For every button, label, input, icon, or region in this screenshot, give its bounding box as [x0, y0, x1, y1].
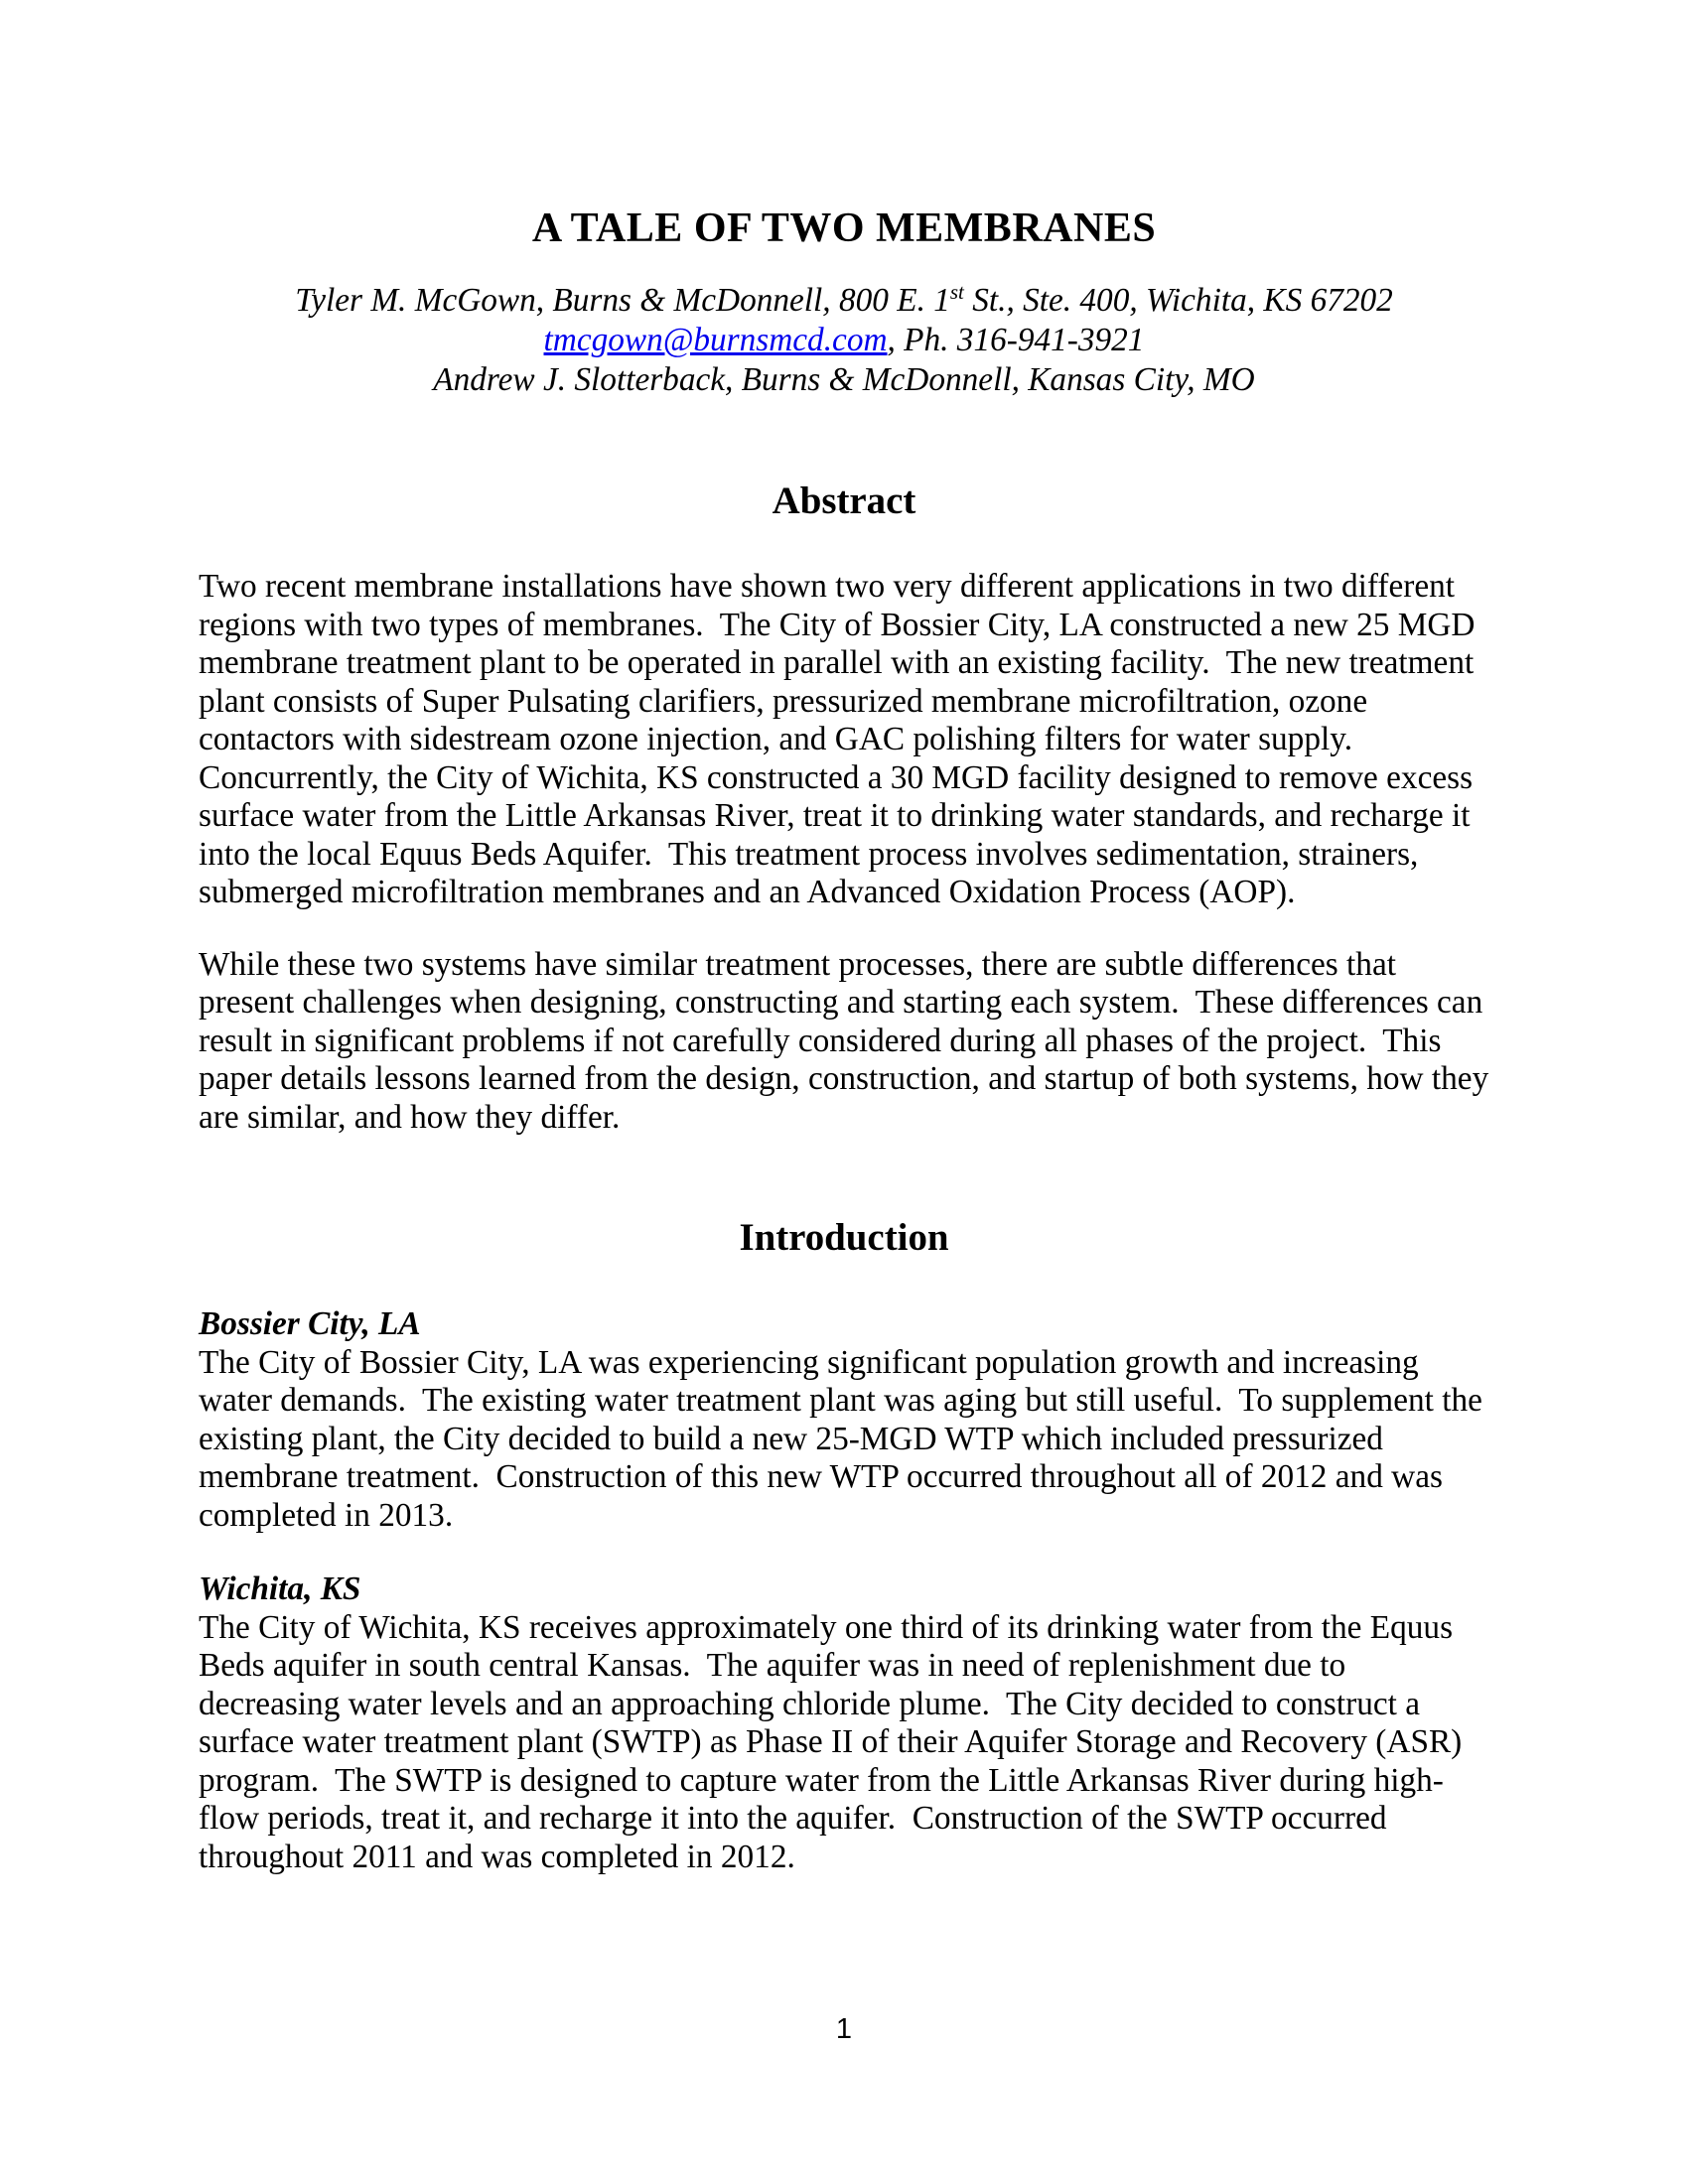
- ordinal-superscript: st: [949, 279, 964, 304]
- author-line-1-post: St., Ste. 400, Wichita, KS 67202: [963, 282, 1393, 319]
- author-line-1-pre: Tyler M. McGown, Burns & McDonnell, 800 E. 1: [295, 282, 950, 319]
- subsection-paragraph-wichita: The City of Wichita, KS receives approximately one third of its drinking water from the Equus Beds aquifer in south central Kansas. The aquifer was in need of replenishment due to decreasing water levels and an approaching chloride plume. The City decided to construct a surface water treatment plant (SWTP) as Phase II of their Aquifer Storage and Recovery (ASR) program. The SWTP is designed to capture water from the Little Arkansas River during high-flow periods, treat it, and recharge it into the aquifer. Construction of the SWTP occurred throughout 2011 and was completed in 2012.: [199, 1608, 1471, 1875]
- page-content: [199, 0, 1497, 1876]
- subsection-heading-bossier-city: Bossier City, LA: [199, 1305, 421, 1342]
- subsection-bossier-city: [199, 1305, 1489, 1535]
- section-heading-introduction: Introduction: [739, 1216, 949, 1259]
- subsection-paragraph-bossier-city: The City of Bossier City, LA was experiencing significant population growth and increasing water demands. The existing water treatment plant was aging but still useful. To supplement the existing plant, the City decided to build a new 25-MGD WTP which included pressurized membrane treatment. Construction of this new WTP occurred throughout all of 2012 and was completed in 2013.: [199, 1343, 1491, 1534]
- author-line-2: [199, 321, 1489, 360]
- author-line-3: Andrew J. Slotterback, Burns & McDonnell, Kansas City, MO: [433, 361, 1255, 398]
- author-line-1: [199, 281, 1489, 321]
- author-block: [199, 281, 1489, 400]
- paper-title: A TALE OF TWO MEMBRANES: [531, 205, 1157, 251]
- email-link[interactable]: tmcgown@burnsmcd.com: [543, 322, 888, 358]
- section-heading-abstract: Abstract: [772, 479, 916, 522]
- page-number: 1: [835, 2013, 853, 2045]
- abstract-paragraph-1: Two recent membrane installations have shown two very different applications in two different regions with two types of membranes. The City of Bossier City, LA constructed a new 25 MGD membrane treatment plant to be operated in parallel with an existing facility. The new treatment plant consists of Super Pulsating clarifiers, pressurized membrane microfiltration, ozone contactors with sidestream ozone injection, and GAC polishing filters for water supply. Concurrently, the City of Wichita, KS constructed a 30 MGD facility designed to remove excess surface water from the Little Arkansas River, treat it to drinking water standards, and recharge it into the local Equus Beds Aquifer. This treatment process involves sedimentation, strainers, submerged microfiltration membranes and an Advanced Oxidation Process (AOP).: [199, 568, 1483, 910]
- subsection-wichita: [199, 1570, 1489, 1876]
- subsection-heading-wichita: Wichita, KS: [199, 1570, 361, 1607]
- abstract-paragraph-2: While these two systems have similar treatment processes, there are subtle differences that present challenges when designing, constructing and starting each system. These differences can result in significant problems if not carefully considered during all phases of the project. This paper details lessons learned from the design, construction, and startup of both systems, how they are similar, and how they differ.: [199, 945, 1497, 1136]
- phone-text: , Ph. 316-941-3921: [887, 322, 1145, 358]
